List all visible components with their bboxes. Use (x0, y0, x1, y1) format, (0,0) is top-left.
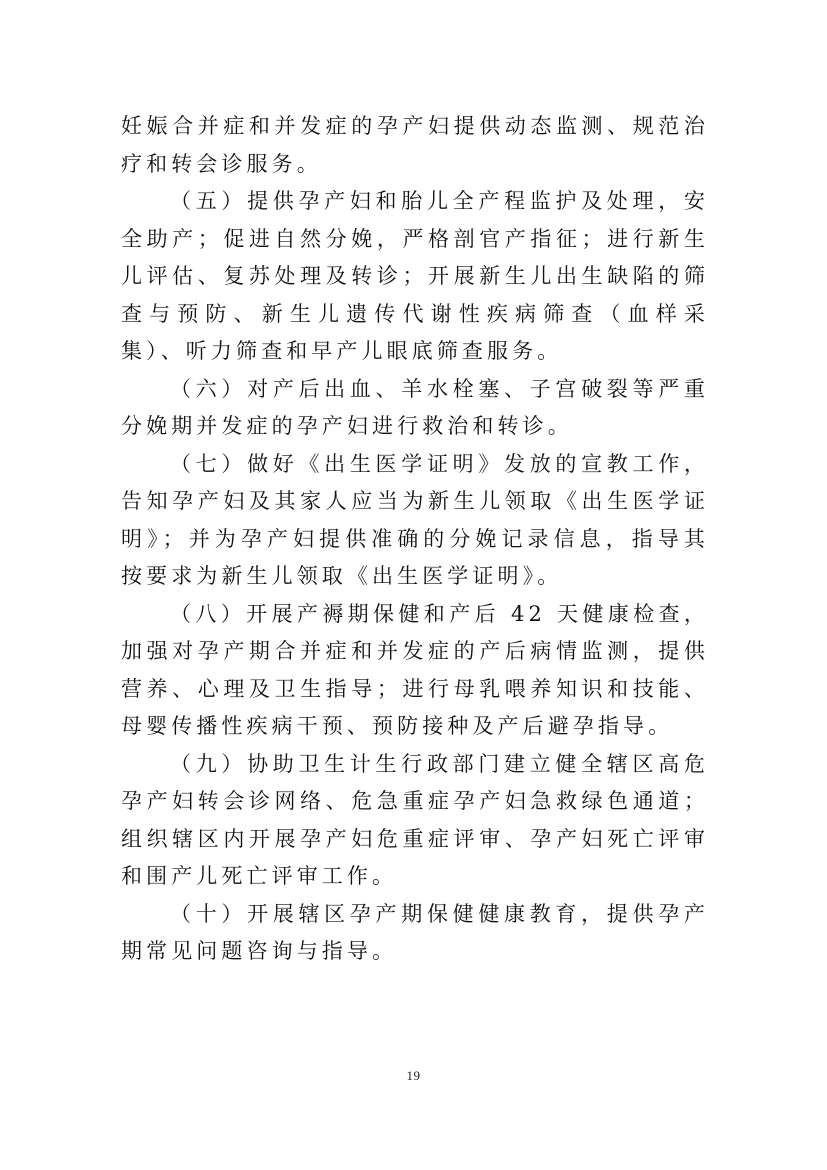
page-body (121, 108, 709, 971)
page-number: 19 (406, 1068, 421, 1083)
paragraph-item-7: （七）做好《出生医学证明》发放的宣教工作，告知孕产妇及其家人应当为新生儿领取《出生医学证明》；并为孕产妇提供准确的分娩记录信息，指导其按要求为新生儿领取《出生医学证明》。 (121, 451, 709, 588)
paragraph-item-10: （十）开展辖区孕产期保健健康教育，提供孕产期常见问题咨询与指导。 (121, 901, 709, 963)
paragraph-continuation: 妊娠合并症和并发症的孕产妇提供动态监测、规范治疗和转会诊服务。 (121, 114, 709, 176)
paragraph-item-9: （九）协助卫生计生行政部门建立健全辖区高危孕产妇转会诊网络、危急重症孕产妇急救绿色通道；组织辖区内开展孕产妇危重症评审、孕产妇死亡评审和围产儿死亡评审工作。 (121, 751, 709, 888)
paragraph-item-5: （五）提供孕产妇和胎儿全产程监护及处理，安全助产；促进自然分娩，严格剖官产指征；进行新生儿评估、复苏处理及转诊；开展新生儿出生缺陷的筛查与预防、新生儿遗传代谢性疾病筛查（血样采集）、听力筛查和早产儿眼底筛查服务。 (121, 189, 709, 363)
paragraph-item-8: （八）开展产褥期保健和产后 42 天健康检查，加强对孕产期合并症和并发症的产后病情监测，提供营养、心理及卫生指导；进行母乳喂养知识和技能、母婴传播性疾病干预、预防接种及产后避孕指导。 (121, 601, 709, 738)
paragraph-item-6: （六）对产后出血、羊水栓塞、子宫破裂等严重分娩期并发症的孕产妇进行救治和转诊。 (121, 376, 709, 438)
